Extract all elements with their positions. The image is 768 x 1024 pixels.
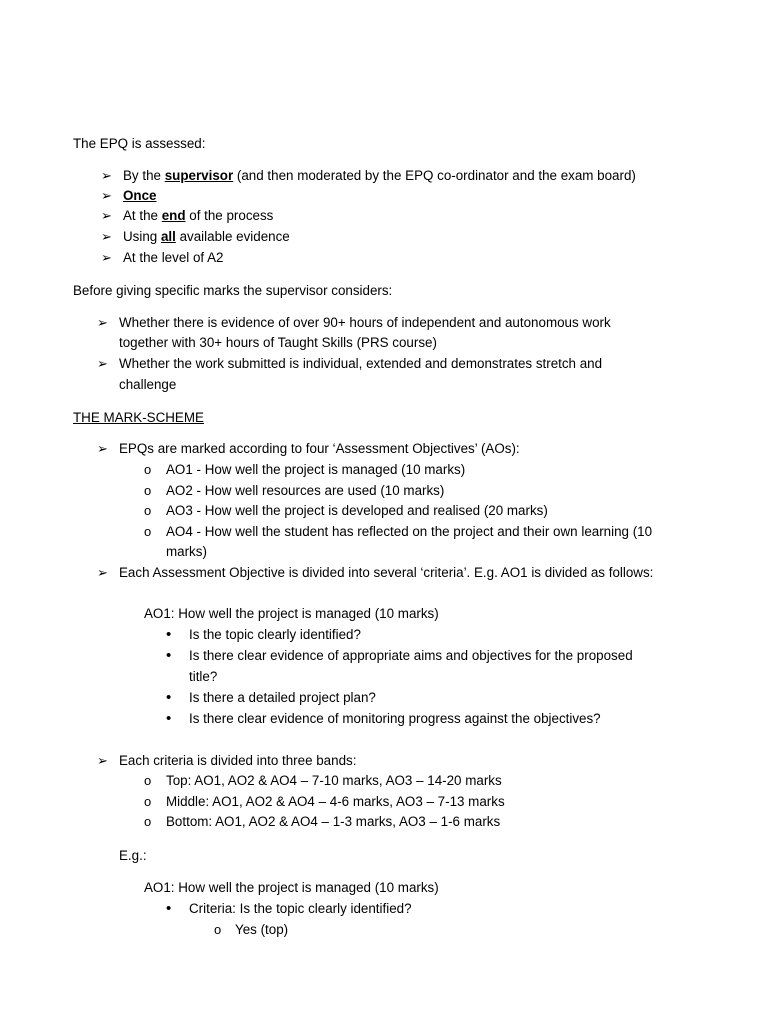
- circle-bullet-icon: o: [144, 773, 152, 788]
- ao1-question-4: Is there clear evidence of monitoring progress against the objectives?: [189, 711, 601, 726]
- circle-bullet-icon: o: [144, 483, 152, 498]
- arrow-bullet-icon: ➢: [97, 441, 108, 456]
- intro-bullet-2: Once: [123, 188, 157, 203]
- arrow-bullet-icon: ➢: [101, 168, 112, 183]
- intro-heading: The EPQ is assessed:: [73, 136, 206, 151]
- considers-heading: Before giving specific marks the supervisor considers:: [73, 283, 393, 298]
- considers-bullet-2-line1: Whether the work submitted is individual, extended and demonstrates stretch and: [119, 356, 603, 371]
- objective-ao4-cont: marks): [166, 544, 207, 559]
- arrow-bullet-icon: ➢: [101, 250, 112, 265]
- circle-bullet-icon: o: [144, 794, 152, 809]
- example-criteria: Criteria: Is the topic clearly identified?: [189, 901, 412, 916]
- intro-bullet-1: By the supervisor (and then moderated by the EPQ co-ordinator and the exam board): [123, 168, 636, 183]
- arrow-bullet-icon: ➢: [97, 356, 108, 371]
- arrow-bullet-icon: ➢: [97, 753, 108, 768]
- criteria-intro: Each Assessment Objective is divided into several ‘criteria’. E.g. AO1 is divided as follows:: [119, 565, 654, 580]
- dot-bullet-icon: •: [166, 689, 172, 706]
- ao1-question-3: Is there a detailed project plan?: [189, 690, 376, 705]
- band-bottom: Bottom: AO1, AO2 & AO4 – 1-3 marks, AO3 – 1-6 marks: [166, 814, 501, 829]
- circle-bullet-icon: o: [214, 922, 222, 937]
- dot-bullet-icon: •: [166, 900, 172, 917]
- circle-bullet-icon: o: [144, 814, 152, 829]
- circle-bullet-icon: o: [144, 524, 152, 539]
- markscheme-heading: THE MARK-SCHEME: [73, 410, 204, 425]
- example-title: AO1: How well the project is managed (10 marks): [144, 880, 439, 895]
- ao1-title: AO1: How well the project is managed (10 marks): [144, 606, 439, 621]
- band-middle: Middle: AO1, AO2 & AO4 – 4-6 marks, AO3 – 7-13 marks: [166, 794, 505, 809]
- intro-bullet-5: At the level of A2: [123, 250, 224, 265]
- intro-bullet-3: At the end of the process: [123, 208, 274, 223]
- objective-ao4: AO4 - How well the student has reflected on the project and their own learning (10: [166, 524, 653, 539]
- circle-bullet-icon: o: [144, 462, 152, 477]
- objective-ao1: AO1 - How well the project is managed (10 marks): [166, 462, 466, 477]
- ao1-question-2-cont: title?: [189, 669, 218, 684]
- ao1-question-2: Is there clear evidence of appropriate aims and objectives for the proposed: [189, 648, 633, 663]
- circle-bullet-icon: o: [144, 503, 152, 518]
- dot-bullet-icon: •: [166, 710, 172, 727]
- arrow-bullet-icon: ➢: [101, 229, 112, 244]
- objectives-intro: EPQs are marked according to four ‘Assessment Objectives’ (AOs):: [119, 441, 520, 456]
- objective-ao2: AO2 - How well resources are used (10 marks): [166, 483, 445, 498]
- considers-bullet-2-line2: challenge: [119, 377, 177, 392]
- objective-ao3: AO3 - How well the project is developed and realised (20 marks): [166, 503, 548, 518]
- bands-intro: Each criteria is divided into three bands:: [119, 753, 357, 768]
- eg-label: E.g.:: [119, 848, 147, 863]
- arrow-bullet-icon: ➢: [101, 188, 112, 203]
- arrow-bullet-icon: ➢: [97, 315, 108, 330]
- intro-bullet-4: Using all available evidence: [123, 229, 290, 244]
- example-answer: Yes (top): [235, 922, 289, 937]
- arrow-bullet-icon: ➢: [101, 208, 112, 223]
- dot-bullet-icon: •: [166, 626, 172, 643]
- band-top: Top: AO1, AO2 & AO4 – 7-10 marks, AO3 – 14-20 marks: [166, 773, 502, 788]
- arrow-bullet-icon: ➢: [97, 565, 108, 580]
- dot-bullet-icon: •: [166, 647, 172, 664]
- considers-bullet-1-line1: Whether there is evidence of over 90+ hours of independent and autonomous work: [119, 315, 611, 330]
- ao1-question-1: Is the topic clearly identified?: [189, 627, 361, 642]
- considers-bullet-1-line2: together with 30+ hours of Taught Skills (PRS course): [119, 335, 437, 350]
